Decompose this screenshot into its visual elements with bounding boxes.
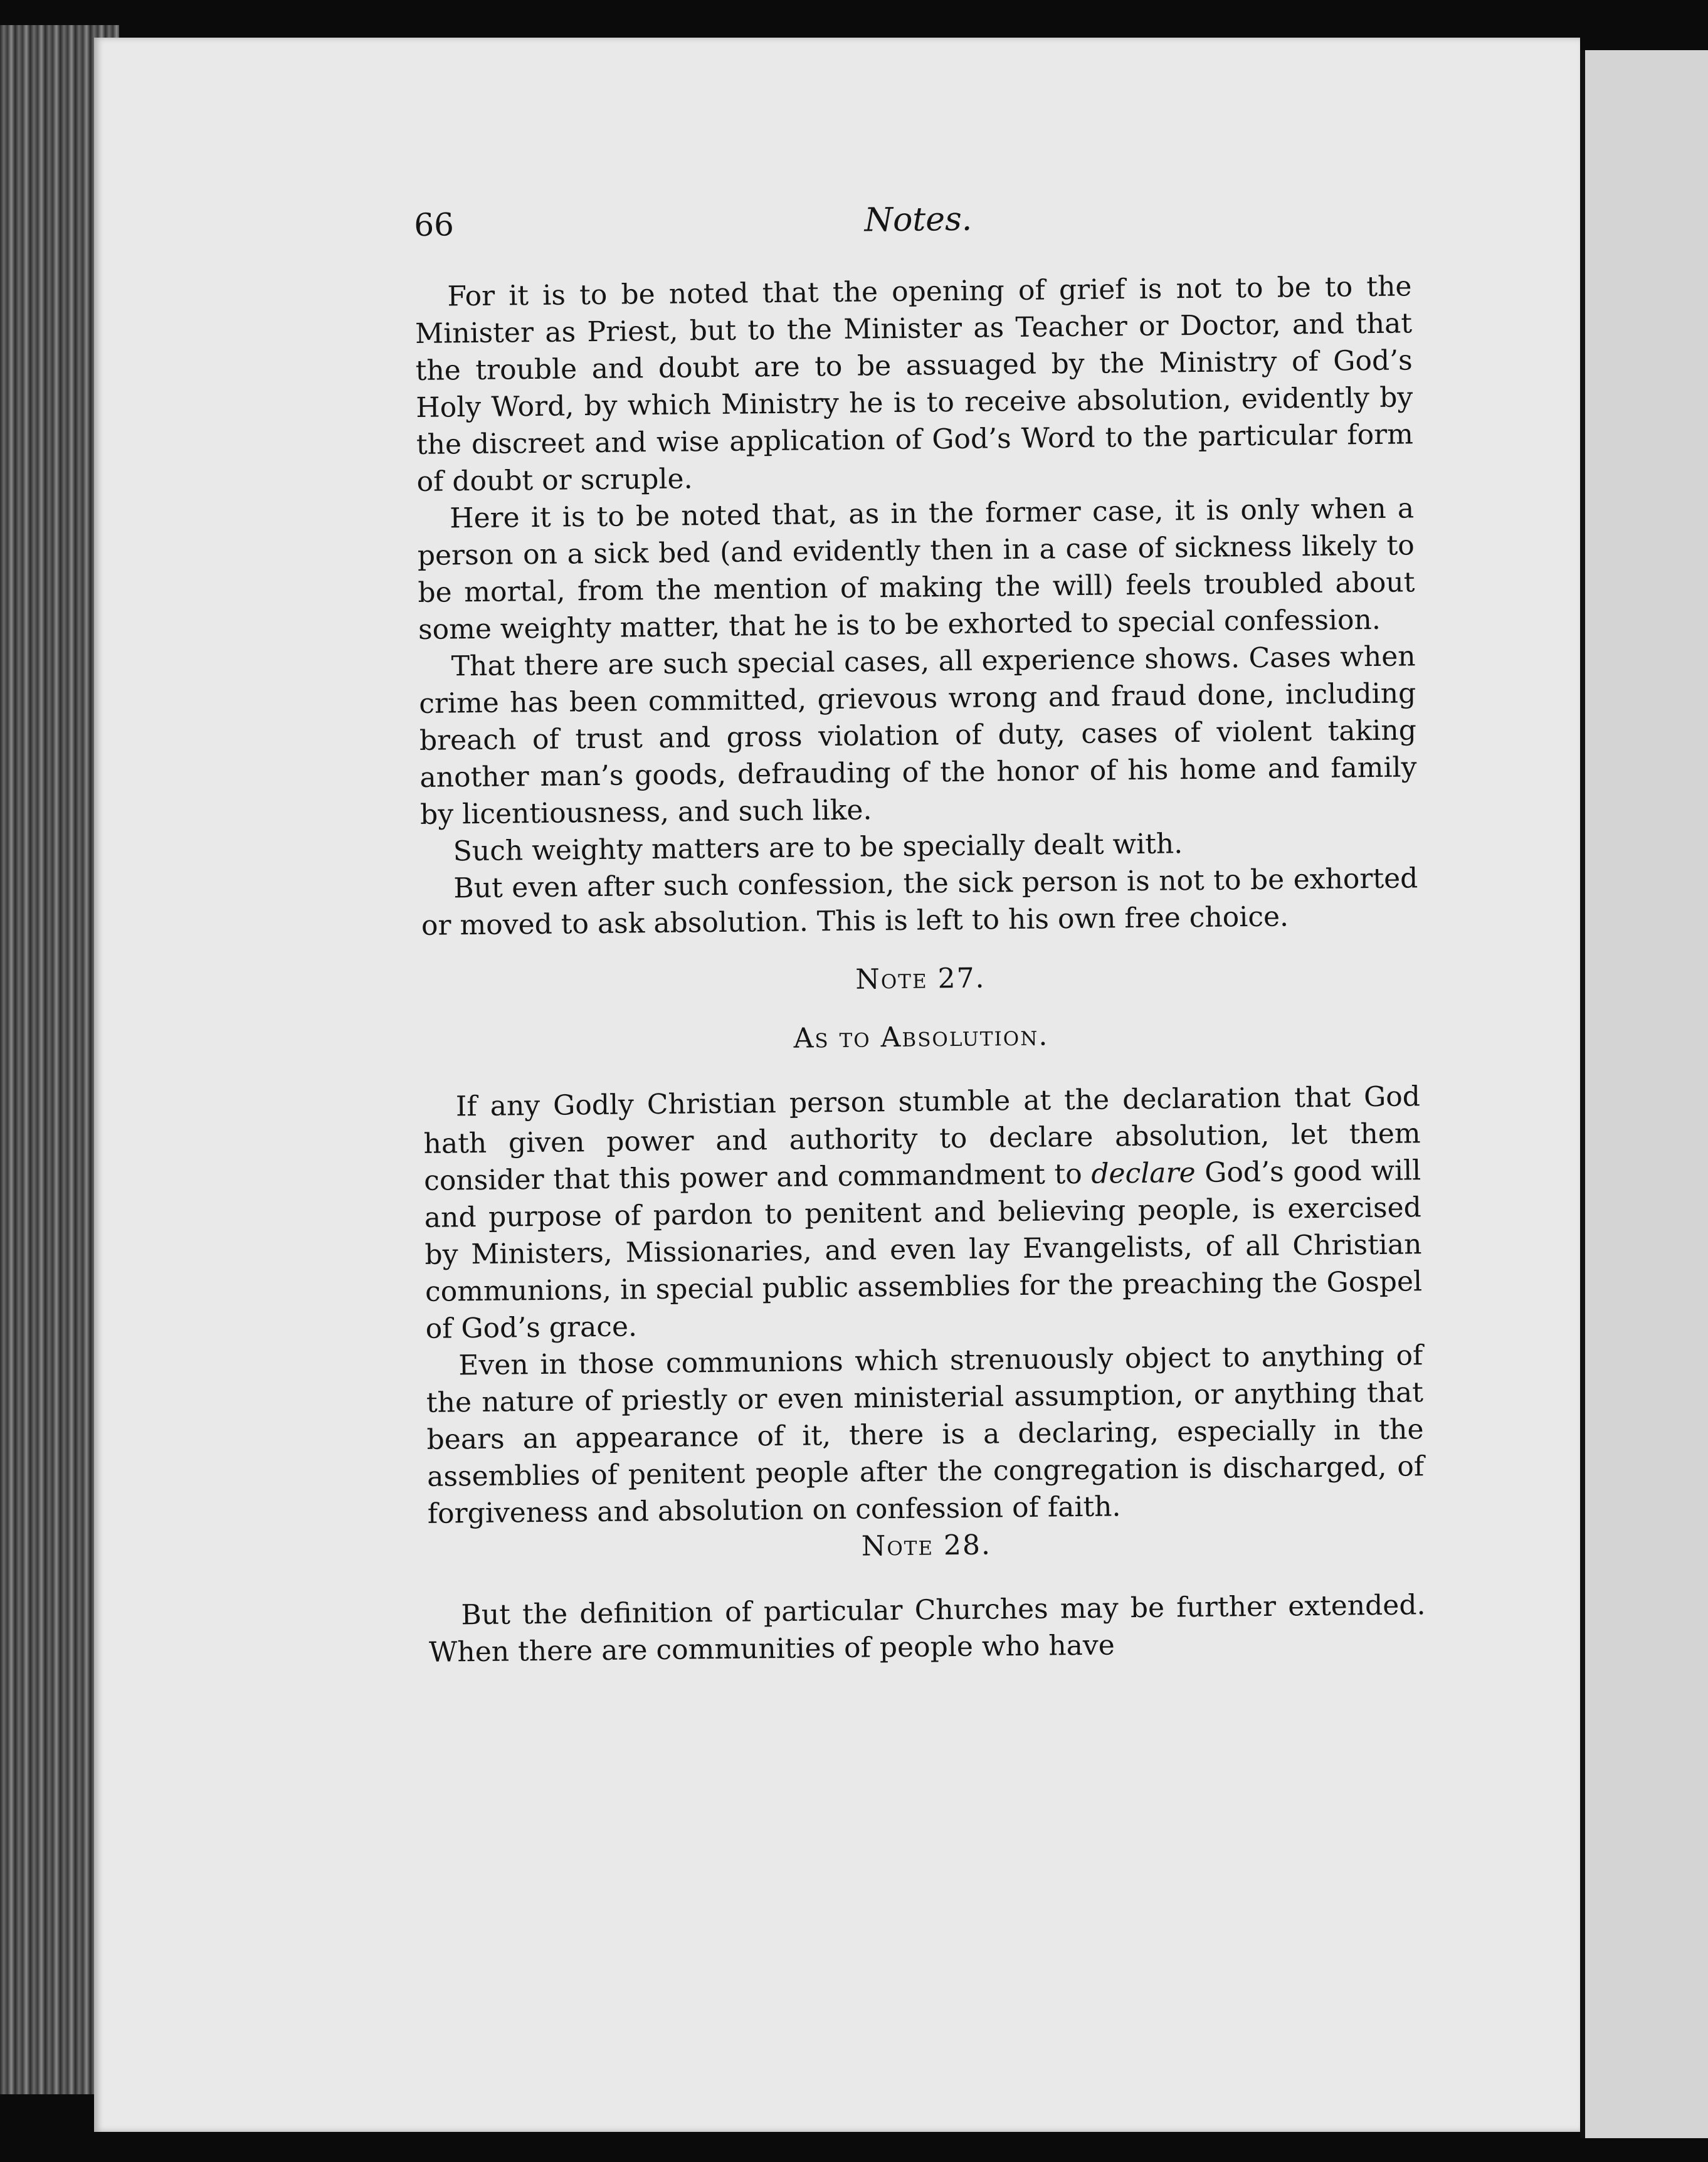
note-27-subheading: As to Absolution. <box>793 1020 1049 1055</box>
page-text <box>414 196 1426 1671</box>
text-run: If any Godly Christian person stumble at the declaration that God hath given power and authority to declare absolution, let them consider that this power and commandment to <box>423 1080 1421 1197</box>
paragraph: Even in those communions which strenuously object to anything of the nature of priestly or even ministerial assumption, or anything that bears an appearance of it, there is a declaring, especially in the assemblies of penitent people after the congregation is discharged, of forgiveness and absolution on confession of faith. <box>426 1339 1425 1530</box>
text-run: God’s good will and purpose of pardon to penitent and believing people, is exercised by Ministers, Missionaries, and even lay Evangelists, of all Christian communions, in special public assemblies for the preaching the Gospel of God’s grace. <box>424 1154 1423 1345</box>
paragraph: Such weighty matters are to be specially dealt with. <box>453 828 1183 868</box>
adjacent-page-edge <box>1580 50 1708 2138</box>
paragraph: Here it is to be noted that, as in the former case, it is only when a person on a sick bed (and evidently then in a case of sickness likely to be mortal, from the mention of making the will) feels troubled about some weighty matter, that he is to be exhorted to special confession. <box>417 492 1415 646</box>
paragraph: For it is to be noted that the opening of grief is not to be to the Minister as Priest, but to the Minister as Teacher or Doctor, and that the trouble and doubt are to be assuaged by the Ministry of God’s Holy Word, by which Ministry he is to receive absolution, evidently by the discreet and wise application of God’s Word to the particular form of doubt or scruple. <box>414 270 1414 498</box>
italic-word: declare <box>1091 1157 1196 1190</box>
note-27-heading: Note 27. <box>855 962 986 996</box>
paragraph: But even after such confession, the sick person is not to be exhorted or moved to ask absolution. This is left to his own free choice. <box>421 862 1418 942</box>
paragraph: That there are such special cases, all experience shows. Cases when crime has been committed, grievous wrong and fraud done, including breach of trust and gross violation of duty, cases of violent taking another man’s goods, defrauding of the honor of his home and family by licentiousness, and such like. <box>419 640 1417 831</box>
page-number: 66 <box>414 206 455 243</box>
paragraph: But the definition of particular Churches may be further extended. When there are communities of people who have <box>428 1589 1426 1669</box>
paragraph <box>423 1078 1423 1347</box>
running-head: Notes. <box>864 200 973 240</box>
note-28-heading: Note 28. <box>861 1529 992 1563</box>
